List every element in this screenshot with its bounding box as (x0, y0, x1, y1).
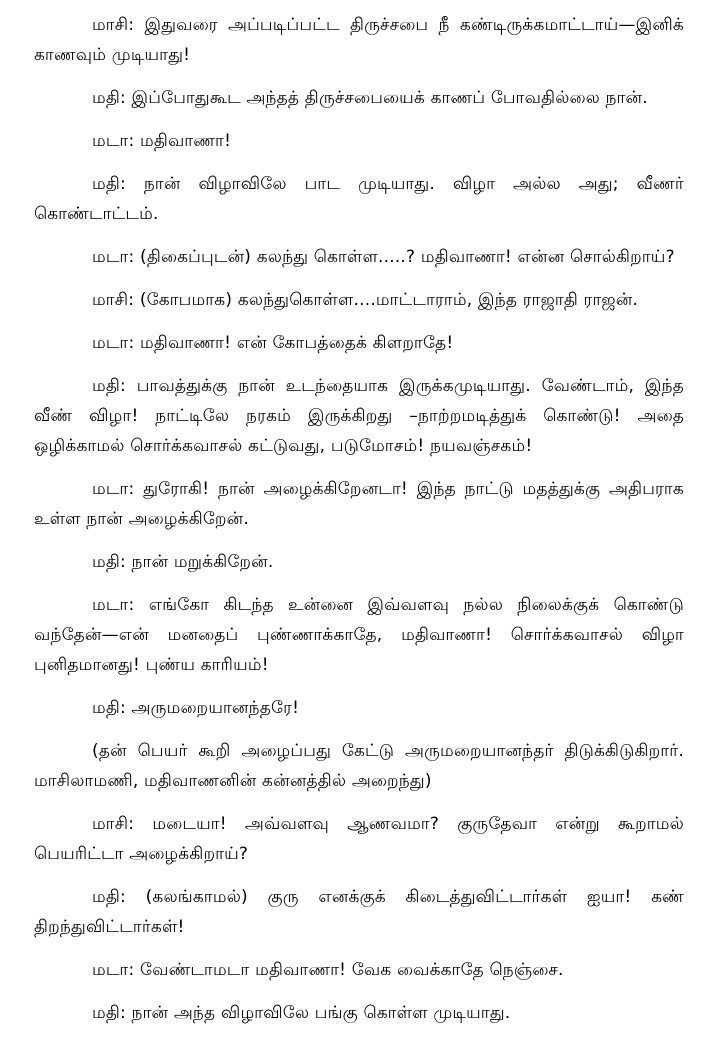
dialogue-paragraph (34, 693, 684, 723)
dialogue-paragraph (34, 242, 684, 272)
dialogue-text: பாவத்துக்கு நான் உடந்தையாக இருக்கமுடியாது. வேண்டாம், இந்த வீண் விழா! நாட்டிலே நரகம் இருக்கிறது –நாற்றமடித்துக் கொண்டு! அதை ஒழிக்காமல் சொர்க்கவாசல் கட்டுவது, படுமோசம்! நயவஞ்சகம்! (34, 376, 684, 456)
dialogue-paragraph (34, 285, 684, 315)
stage-direction-text: (தன் பெயர் கூறி அழைப்பது கேட்டு அருமறையானந்தர் திடுக்கிடுகிறார். மாசிலாமணி, மதிவாணனின் கன்னத்தில் அறைந்து) (34, 741, 684, 791)
dialogue-text: எங்கோ கிடந்த உன்னை இவ்வளவு நல்ல நிலைக்குக் கொண்டு வந்தேன்—என் மனதைப் புண்ணாக்காதே, மதிவாணா! சொர்க்கவாசல் விழா புனிதமானது! புண்ய காரியம்! (34, 595, 684, 675)
speaker-label: மடா: (92, 960, 135, 980)
speaker-label: மடா: (92, 131, 135, 151)
speaker-label: மதி: (92, 174, 126, 194)
speaker-label: மடா: (92, 479, 135, 499)
document-page (34, 10, 684, 1041)
dialogue-text: வேண்டாமடா மதிவாணா! வேக வைக்காதே நெஞ்சை. (140, 960, 564, 980)
dialogue-text: நான் மறுக்கிறேன். (131, 552, 274, 572)
dialogue-paragraph (34, 809, 684, 869)
dialogue-paragraph (34, 474, 684, 534)
speaker-label: மாசி: (92, 814, 135, 834)
speaker-label: மதி: (92, 1003, 126, 1023)
speaker-label: மடா: (92, 333, 135, 353)
dialogue-paragraph (34, 328, 684, 358)
dialogue-text: மதிவாணா! என் கோபத்தைக் கிளறாதே! (140, 333, 454, 353)
dialogue-text: மடையா! அவ்வளவு ஆணவமா? குருதேவா என்று கூறாமல் பெயரிட்டா அழைக்கிறாய்? (34, 814, 684, 864)
dialogue-text: துரோகி! நான் அழைக்கிறேனடா! இந்த நாட்டு மதத்துக்கு அதிபராக உள்ள நான் அழைக்கிறேன். (34, 479, 684, 529)
dialogue-paragraph (34, 83, 684, 113)
speaker-label: மடா: (92, 247, 135, 267)
dialogue-paragraph (34, 169, 684, 229)
dialogue-text: அருமறையானந்தரே! (131, 698, 300, 718)
dialogue-paragraph (34, 10, 684, 70)
dialogue-paragraph (34, 547, 684, 577)
speaker-label: மதி: (92, 376, 126, 396)
dialogue-paragraph (34, 126, 684, 156)
dialogue-paragraph (34, 998, 684, 1028)
dialogue-paragraph (34, 371, 684, 461)
dialogue-text: (கோபமாக) கலந்துகொள்ள....மாட்டாராம், இந்த ராஜாதி ராஜன். (139, 290, 639, 310)
dialogue-text: இப்போதுகூட அந்தத் திருச்சபையைக் காணப் போவதில்லை நான். (131, 88, 648, 108)
speaker-label: மாசி: (92, 290, 135, 310)
dialogue-paragraph (34, 590, 684, 680)
dialogue-paragraph (34, 882, 684, 942)
dialogue-text: மதிவாணா! (140, 131, 232, 151)
dialogue-paragraph (34, 955, 684, 985)
dialogue-text: (திகைப்புடன்) கலந்து கொள்ள.....? மதிவாணா! என்ன சொல்கிறாய்? (140, 247, 675, 267)
speaker-label: மதி: (92, 88, 126, 108)
speaker-label: மதி: (92, 552, 126, 572)
speaker-label: மாசி: (92, 15, 135, 35)
dialogue-text: நான் அந்த விழாவிலே பங்கு கொள்ள முடியாது. (131, 1003, 511, 1023)
dialogue-text: நான் விழாவிலே பாட முடியாது. விழா அல்ல அது; வீணர் கொண்டாட்டம். (34, 174, 684, 224)
dialogue-text: இதுவரை அப்படிப்பட்ட திருச்சபை நீ கண்டிருக்கமாட்டாய்—இனிக் காணவும் முடியாது! (34, 15, 684, 65)
speaker-label: மதி: (92, 887, 126, 907)
speaker-label: மதி: (92, 698, 126, 718)
dialogue-text: (கலங்காமல்) குரு எனக்குக் கிடைத்துவிட்டார்கள் ஐயா! கண் திறந்துவிட்டார்கள்! (34, 887, 684, 937)
speaker-label: மடா: (92, 595, 135, 615)
stage-direction (34, 736, 684, 796)
